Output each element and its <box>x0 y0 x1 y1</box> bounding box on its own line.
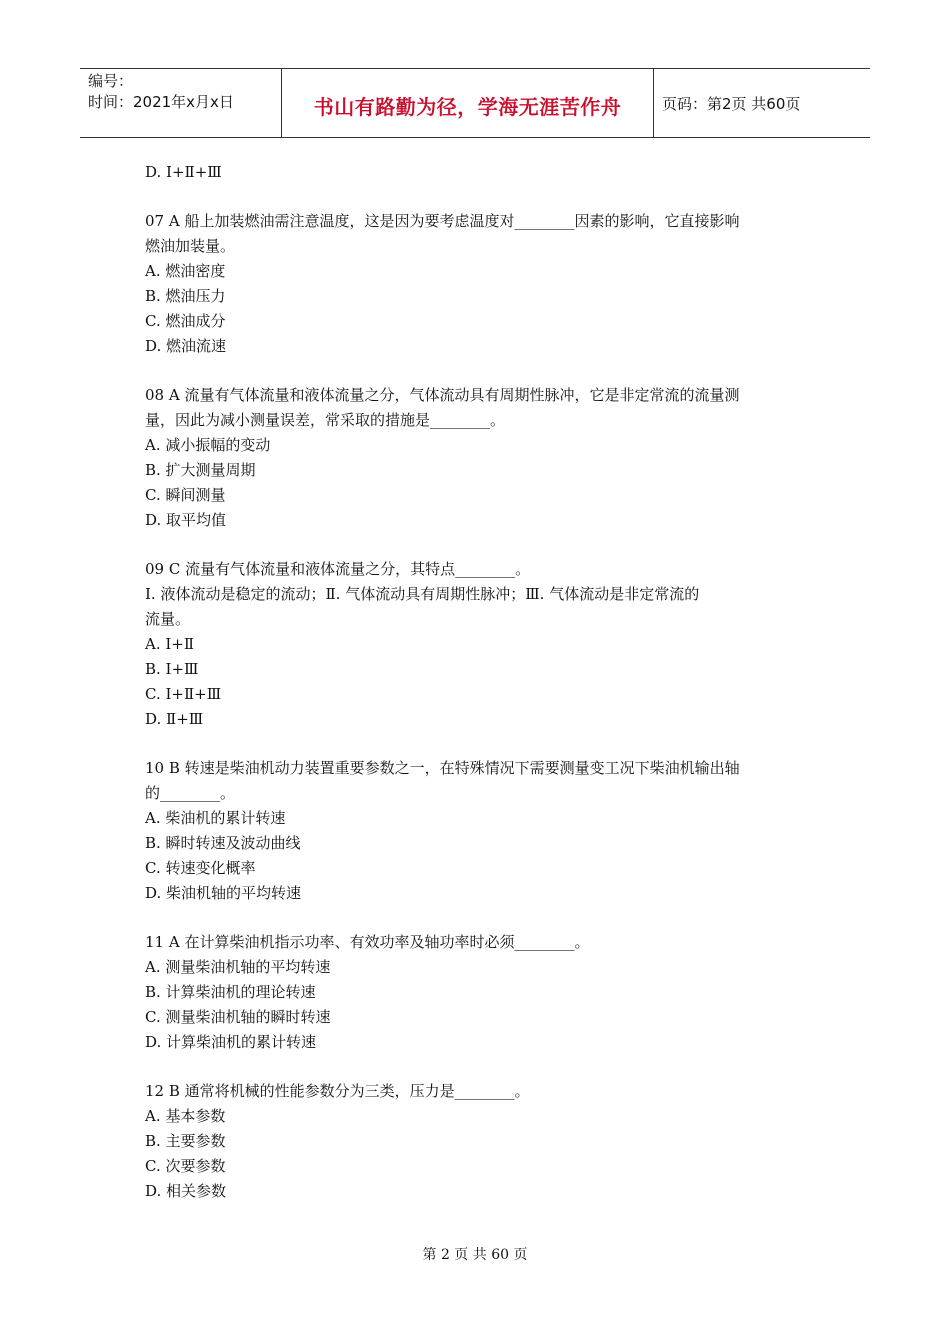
question-line: C. 次要参数 <box>145 1157 226 1175</box>
question-line: 10 B 转速是柴油机动力装置重要参数之一，在特殊情况下需要测量变工况下柴油机输出轴 <box>145 759 740 777</box>
question-line: 的________。 <box>145 784 236 802</box>
question-line: 量，因此为减小测量误差，常采取的措施是________。 <box>145 411 506 429</box>
question-line: 流量。 <box>145 610 191 628</box>
question-line: A. Ⅰ+Ⅱ <box>145 635 195 653</box>
page-footer: 第 2 页 共 60 页 <box>422 1247 528 1263</box>
page-header <box>80 68 870 138</box>
question-block <box>145 383 805 533</box>
question-line: A. 基本参数 <box>145 1107 226 1125</box>
question-line: B. 扩大测量周期 <box>145 461 256 479</box>
question-line: B. 燃油压力 <box>145 287 226 305</box>
question-block <box>145 930 805 1055</box>
question-line: C. 转速变化概率 <box>145 859 256 877</box>
question-block <box>145 209 805 359</box>
question-line: 07 A 船上加装燃油需注意温度，这是因为要考虑温度对________因素的影响，它直接影响 <box>145 212 740 230</box>
header-motto: 书山有路勤为径，学海无涯苦作舟 <box>282 69 654 137</box>
question-line: C. Ⅰ+Ⅱ+Ⅲ <box>145 685 222 703</box>
question-line: A. 测量柴油机轴的平均转速 <box>145 958 331 976</box>
document-body <box>145 160 805 1228</box>
question-line: B. 瞬时转速及波动曲线 <box>145 834 301 852</box>
question-line: 09 C 流量有气体流量和液体流量之分，其特点________。 <box>145 560 531 578</box>
question-line: Ⅰ. 液体流动是稳定的流动；Ⅱ. 气体流动具有周期性脉冲；Ⅲ. 气体流动是非定常流的 <box>145 585 700 603</box>
question-block <box>145 756 805 906</box>
question-continuation <box>145 160 805 185</box>
question-line: D. 取平均值 <box>145 511 227 529</box>
header-meta <box>80 69 282 137</box>
question-line: D. 相关参数 <box>145 1182 227 1200</box>
question-line: 11 A 在计算柴油机指示功率、有效功率及轴功率时必须________。 <box>145 933 590 951</box>
question-line: A. 柴油机的累计转速 <box>145 809 286 827</box>
question-line: A. 减小振幅的变动 <box>145 436 271 454</box>
question-line: D. Ⅰ+Ⅱ+Ⅲ <box>145 163 222 181</box>
question-block <box>145 1079 805 1204</box>
question-line: D. 计算柴油机的累计转速 <box>145 1033 317 1051</box>
document-time-label: 时间：2021年x月x日 <box>88 93 234 111</box>
question-line: B. 计算柴油机的理论转速 <box>145 983 316 1001</box>
question-line: C. 燃油成分 <box>145 312 226 330</box>
question-line: 08 A 流量有气体流量和液体流量之分，气体流动具有周期性脉冲，它是非定常流的流量测 <box>145 386 740 404</box>
question-line: C. 测量柴油机轴的瞬时转速 <box>145 1008 331 1026</box>
question-line: B. 主要参数 <box>145 1132 226 1150</box>
document-number-label: 编号： <box>88 72 134 90</box>
question-line: A. 燃油密度 <box>145 262 226 280</box>
question-line: 燃油加装量。 <box>145 237 236 255</box>
question-line: B. Ⅰ+Ⅲ <box>145 660 199 678</box>
question-line: D. 燃油流速 <box>145 337 227 355</box>
question-line: D. Ⅱ+Ⅲ <box>145 710 204 728</box>
question-block <box>145 557 805 732</box>
question-line: D. 柴油机轴的平均转速 <box>145 884 302 902</box>
question-line: 12 B 通常将机械的性能参数分为三类，压力是________。 <box>145 1082 530 1100</box>
header-page-info: 页码：第2页 共60页 <box>662 94 801 113</box>
question-line: C. 瞬间测量 <box>145 486 226 504</box>
